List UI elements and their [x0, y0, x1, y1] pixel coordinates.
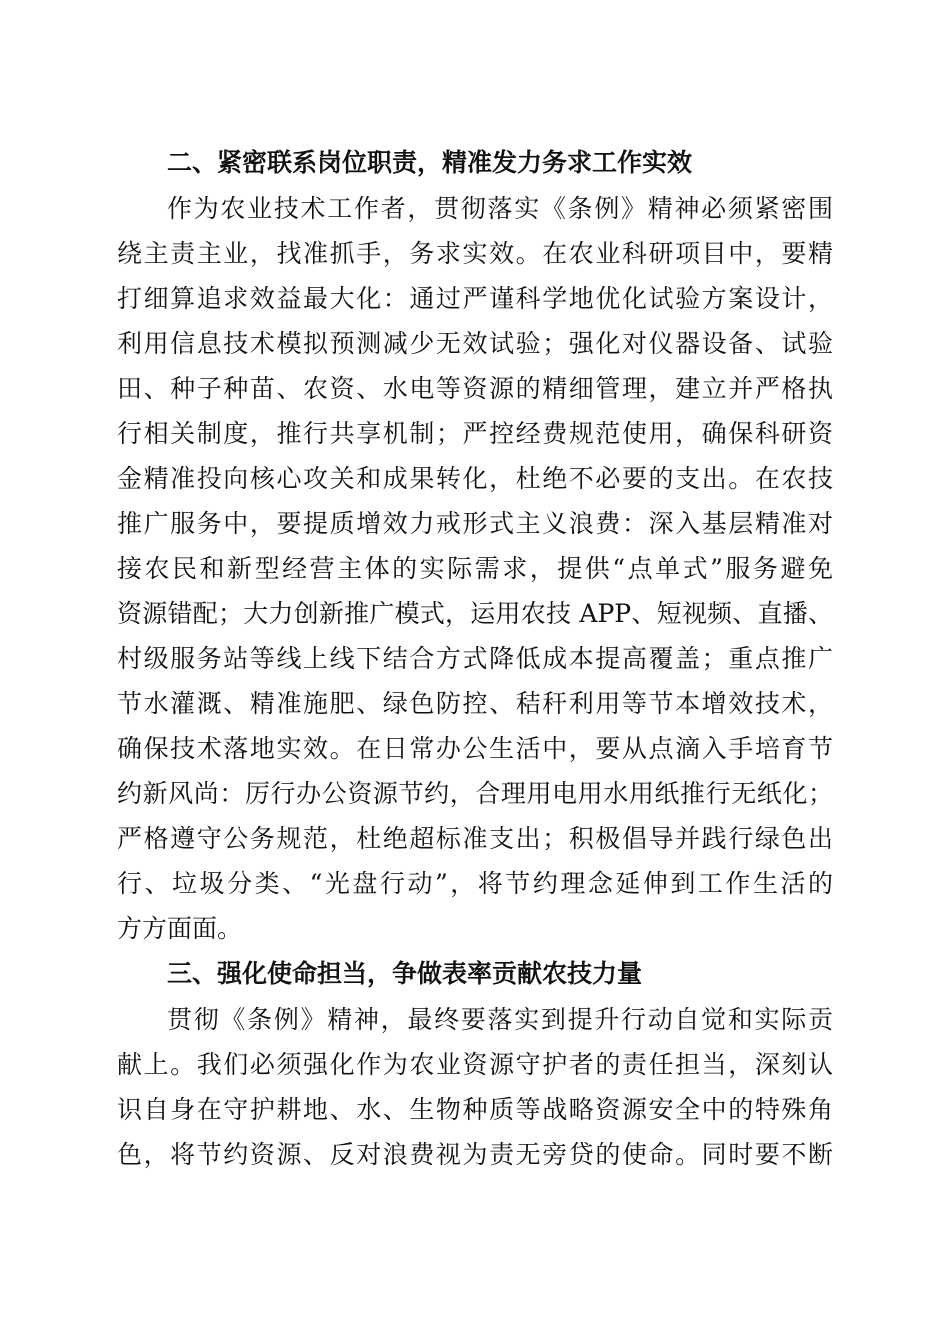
paragraph-line: 推广服务中，要提质增效力戒形式主义浪费：深入基层精准对 — [117, 509, 833, 538]
paragraph-line: 方方面面。 — [117, 914, 243, 943]
paragraph-line: 接农民和新型经营主体的实际需求，提供“点单式”服务避免 — [117, 554, 833, 583]
paragraph-line: 严格遵守公务规范，杜绝超标准支出；积极倡导并践行绿色出 — [117, 824, 833, 853]
section-2-heading: 二、紧密联系岗位职责，精准发力务求工作实效 — [167, 148, 693, 177]
paragraph-line: 色，将节约资源、反对浪费视为责无旁贷的使命。同时要不断 — [117, 1140, 833, 1169]
paragraph-line: 节水灌溉、精准施肥、绿色防控、秸秆利用等节本增效技术， — [117, 689, 833, 718]
paragraph-line: 贯彻《条例》精神，最终要落实到提升行动自觉和实际贡 — [167, 1005, 833, 1034]
paragraph-line: 田、种子种苗、农资、水电等资源的精细管理，建立并严格执 — [117, 374, 833, 403]
paragraph-line: 绕主责主业，找准抓手，务求实效。在农业科研项目中，要精 — [117, 239, 833, 268]
paragraph-line: 村级服务站等线上线下结合方式降低成本提高覆盖；重点推广 — [117, 644, 833, 673]
paragraph-line: 作为农业技术工作者，贯彻落实《条例》精神必须紧密围 — [167, 194, 833, 223]
paragraph-line: 行、垃圾分类、“光盘行动”，将节约理念延伸到工作生活的 — [117, 869, 833, 898]
paragraph-line: 利用信息技术模拟预测减少无效试验；强化对仪器设备、试验 — [117, 329, 833, 358]
section-3-heading: 三、强化使命担当，争做表率贡献农技力量 — [167, 959, 643, 988]
paragraph-line: 打细算追求效益最大化：通过严谨科学地优化试验方案设计， — [117, 284, 833, 313]
paragraph-line: 确保技术落地实效。在日常办公生活中，要从点滴入手培育节 — [117, 734, 833, 763]
paragraph-line: 识自身在守护耕地、水、生物种质等战略资源安全中的特殊角 — [117, 1095, 833, 1124]
paragraph-line: 约新风尚：厉行办公资源节约，合理用电用水用纸推行无纸化； — [117, 779, 833, 808]
paragraph-line: 资源错配；大力创新推广模式，运用农技 APP、短视频、直播、 — [117, 599, 833, 628]
paragraph-line: 金精准投向核心攻关和成果转化，杜绝不必要的支出。在农技 — [117, 464, 833, 493]
paragraph-line: 献上。我们必须强化作为农业资源守护者的责任担当，深刻认 — [117, 1050, 833, 1079]
paragraph-line: 行相关制度，推行共享机制；严控经费规范使用，确保科研资 — [117, 419, 833, 448]
